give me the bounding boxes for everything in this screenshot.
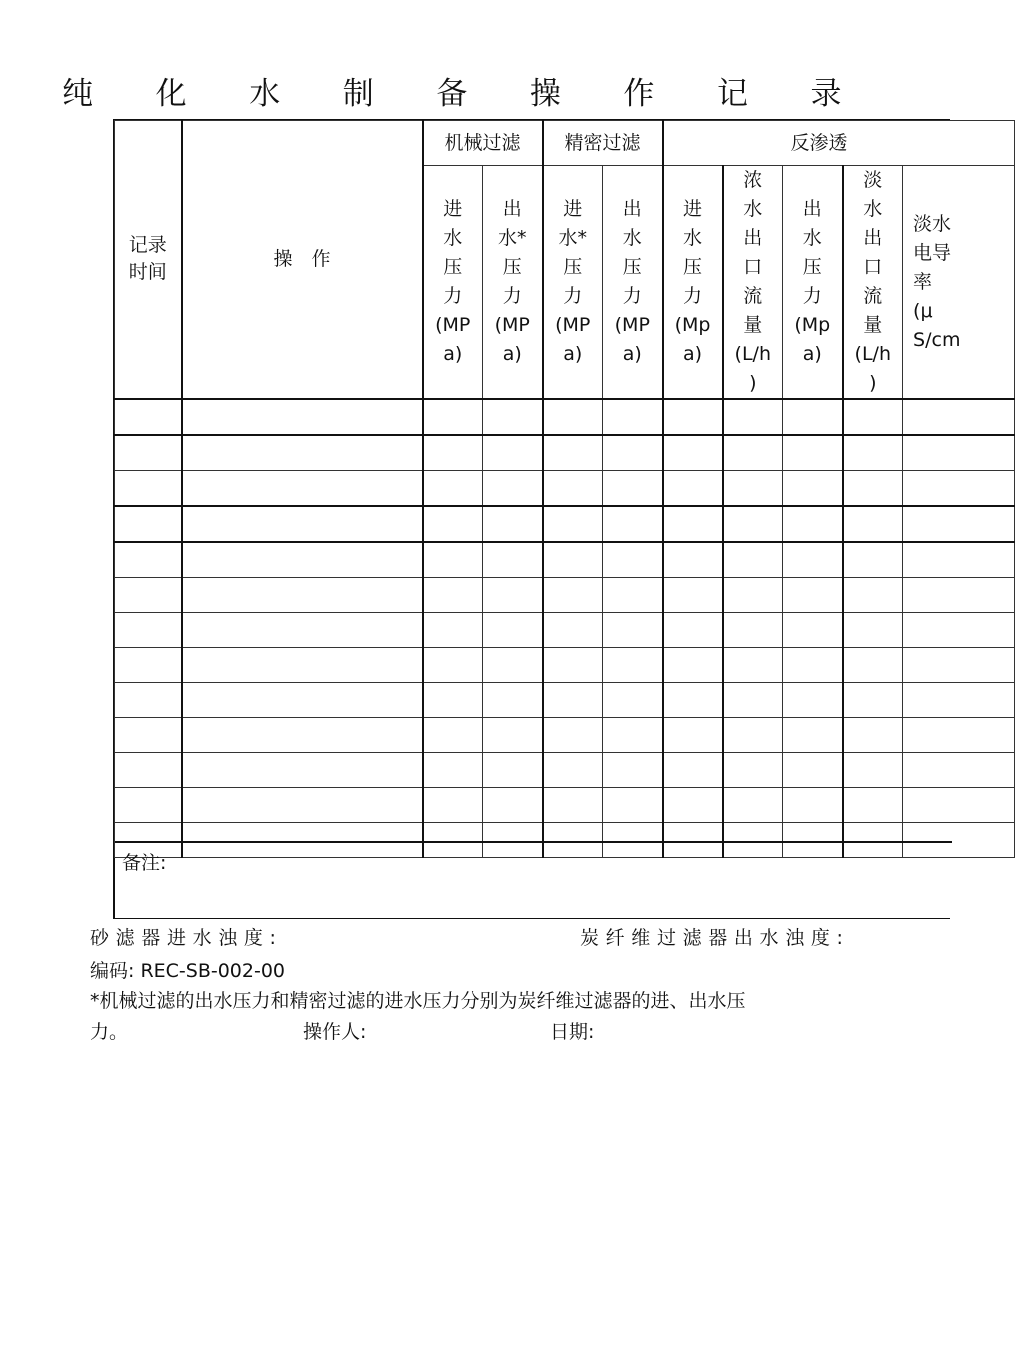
table-row	[115, 753, 1015, 788]
table-cell[interactable]	[543, 753, 603, 788]
table-cell[interactable]	[115, 578, 182, 613]
table-cell[interactable]	[423, 613, 483, 648]
table-cell[interactable]	[423, 788, 483, 823]
table-row	[115, 648, 1015, 683]
header-operation: 操 作	[182, 121, 423, 400]
table-cell[interactable]	[663, 471, 723, 507]
header-mechanical-filter: 机械过滤	[423, 121, 543, 166]
table-cell[interactable]	[182, 471, 423, 507]
table-cell[interactable]	[783, 788, 843, 823]
table-cell[interactable]	[783, 435, 843, 471]
table-cell[interactable]	[603, 613, 663, 648]
table-cell[interactable]	[483, 613, 543, 648]
table-cell[interactable]	[723, 542, 783, 578]
date-label: 日期:	[550, 1021, 595, 1043]
document-code: 编码: REC-SB-002-00	[90, 960, 286, 982]
table-cell[interactable]	[115, 683, 182, 718]
table-cell[interactable]	[603, 788, 663, 823]
table-cell[interactable]	[783, 399, 843, 435]
sub-header-5: 浓 水 出 口 流 量 (L/h )	[723, 166, 783, 400]
table-cell[interactable]	[182, 753, 423, 788]
table-cell[interactable]	[723, 683, 783, 718]
operator-label: 操作人:	[303, 1021, 367, 1043]
table-cell[interactable]	[483, 753, 543, 788]
table-cell[interactable]	[483, 718, 543, 753]
table-cell[interactable]	[115, 753, 182, 788]
record-table-frame	[113, 119, 961, 919]
sub-header-2: 进 水* 压 力 (MP a)	[543, 166, 603, 400]
table-cell[interactable]	[543, 683, 603, 718]
table-cell[interactable]	[543, 578, 603, 613]
header-precision-filter: 精密过滤	[543, 121, 663, 166]
table-row	[115, 788, 1015, 823]
table-cell[interactable]	[603, 753, 663, 788]
table-cell[interactable]	[663, 506, 723, 542]
page-title: 纯 化 水 制 备 操 作 记 录	[62, 76, 868, 112]
table-cell[interactable]	[115, 399, 182, 435]
table-cell[interactable]	[843, 435, 903, 471]
footnote-line-2: 力。	[90, 1021, 129, 1043]
table-cell[interactable]	[903, 542, 1015, 578]
table-cell[interactable]	[783, 648, 843, 683]
table-cell[interactable]	[843, 648, 903, 683]
table-cell[interactable]	[783, 718, 843, 753]
table-cell[interactable]	[543, 788, 603, 823]
table-cell[interactable]	[603, 399, 663, 435]
table-row	[115, 578, 1015, 613]
table-cell[interactable]	[903, 399, 1015, 435]
table-cell[interactable]	[603, 578, 663, 613]
table-cell[interactable]	[663, 788, 723, 823]
table-row	[115, 683, 1015, 718]
table-cell[interactable]	[723, 435, 783, 471]
table-cell[interactable]	[115, 435, 182, 471]
table-cell[interactable]	[843, 542, 903, 578]
table-cell[interactable]	[182, 648, 423, 683]
footnote-line-1: *机械过滤的出水压力和精密过滤的进水压力分别为炭纤维过滤器的进、出水压	[90, 990, 746, 1012]
table-cell[interactable]	[663, 718, 723, 753]
table-row	[115, 613, 1015, 648]
table-cell[interactable]	[903, 435, 1015, 471]
table-cell[interactable]	[182, 683, 423, 718]
record-table	[114, 120, 1015, 858]
table-cell[interactable]	[423, 578, 483, 613]
table-cell[interactable]	[903, 506, 1015, 542]
table-cell[interactable]	[483, 399, 543, 435]
table-cell[interactable]	[663, 578, 723, 613]
sand-filter-turbidity-label: 砂滤器进水浊度:	[90, 927, 283, 949]
table-cell[interactable]	[723, 399, 783, 435]
table-cell[interactable]	[603, 435, 663, 471]
table-cell[interactable]	[723, 578, 783, 613]
table-cell[interactable]	[663, 753, 723, 788]
table-cell[interactable]	[723, 753, 783, 788]
table-cell[interactable]	[663, 542, 723, 578]
sub-header-6: 出 水 压 力 (Mp a)	[783, 166, 843, 400]
table-cell[interactable]	[182, 613, 423, 648]
table-cell[interactable]	[483, 683, 543, 718]
table-cell[interactable]	[843, 753, 903, 788]
table-cell[interactable]	[603, 683, 663, 718]
table-cell[interactable]	[783, 683, 843, 718]
table-row	[115, 435, 1015, 471]
table-cell[interactable]	[423, 648, 483, 683]
table-cell[interactable]	[483, 648, 543, 683]
table-cell[interactable]	[723, 788, 783, 823]
table-cell[interactable]	[423, 399, 483, 435]
table-cell[interactable]	[783, 578, 843, 613]
table-cell[interactable]	[182, 399, 423, 435]
sub-header-8: 淡水 电导 率 (μ S/cm	[903, 166, 1015, 400]
table-cell[interactable]	[115, 613, 182, 648]
sub-header-3: 出 水 压 力 (MP a)	[603, 166, 663, 400]
table-cell[interactable]	[783, 506, 843, 542]
table-cell[interactable]	[843, 683, 903, 718]
table-cell[interactable]	[182, 578, 423, 613]
table-cell[interactable]	[723, 648, 783, 683]
table-cell[interactable]	[843, 718, 903, 753]
table-cell[interactable]	[543, 613, 603, 648]
table-cell[interactable]	[483, 506, 543, 542]
table-cell[interactable]	[783, 753, 843, 788]
table-cell[interactable]	[115, 648, 182, 683]
table-cell[interactable]	[903, 648, 1015, 683]
table-cell[interactable]	[783, 471, 843, 507]
table-cell[interactable]	[843, 788, 903, 823]
table-row	[115, 471, 1015, 507]
table-cell[interactable]	[543, 542, 603, 578]
table-cell[interactable]	[843, 399, 903, 435]
table-cell[interactable]	[903, 788, 1015, 823]
table-cell[interactable]	[903, 471, 1015, 507]
table-cell[interactable]	[423, 435, 483, 471]
table-cell[interactable]	[783, 542, 843, 578]
table-cell[interactable]	[423, 506, 483, 542]
table-cell[interactable]	[423, 542, 483, 578]
sub-header-1: 出 水* 压 力 (MP a)	[483, 166, 543, 400]
carbon-filter-turbidity-label: 炭纤维过滤器出水浊度:	[580, 927, 850, 949]
header-record-time: 记录 时间	[115, 121, 182, 400]
table-cell[interactable]	[723, 506, 783, 542]
sub-header-7: 淡 水 出 口 流 量 (L/h )	[843, 166, 903, 400]
table-row	[115, 506, 1015, 542]
table-cell[interactable]	[543, 399, 603, 435]
table-cell[interactable]	[903, 753, 1015, 788]
table-cell[interactable]	[603, 542, 663, 578]
table-cell[interactable]	[723, 718, 783, 753]
remark-area[interactable]	[115, 841, 952, 921]
table-cell[interactable]	[663, 399, 723, 435]
sub-header-4: 进 水 压 力 (Mp a)	[663, 166, 723, 400]
sub-header-0: 进 水 压 力 (MP a)	[423, 166, 483, 400]
table-cell[interactable]	[663, 613, 723, 648]
table-cell[interactable]	[115, 471, 182, 507]
table-cell[interactable]	[663, 435, 723, 471]
table-cell[interactable]	[903, 683, 1015, 718]
remark-label: 备注:	[122, 852, 167, 874]
table-cell[interactable]	[663, 683, 723, 718]
table-cell[interactable]	[483, 788, 543, 823]
table-cell[interactable]	[182, 435, 423, 471]
table-cell[interactable]	[423, 683, 483, 718]
table-cell[interactable]	[903, 578, 1015, 613]
table-cell[interactable]	[543, 506, 603, 542]
table-cell[interactable]	[182, 788, 423, 823]
table-cell[interactable]	[483, 435, 543, 471]
table-cell[interactable]	[723, 613, 783, 648]
table-row	[115, 399, 1015, 435]
table-cell[interactable]	[423, 753, 483, 788]
table-cell[interactable]	[115, 542, 182, 578]
table-cell[interactable]	[483, 578, 543, 613]
table-cell[interactable]	[543, 435, 603, 471]
table-cell[interactable]	[423, 718, 483, 753]
table-cell[interactable]	[543, 718, 603, 753]
table-cell[interactable]	[182, 506, 423, 542]
table-cell[interactable]	[903, 613, 1015, 648]
table-cell[interactable]	[603, 506, 663, 542]
table-cell[interactable]	[783, 613, 843, 648]
table-cell[interactable]	[843, 506, 903, 542]
table-cell[interactable]	[543, 648, 603, 683]
table-cell[interactable]	[603, 648, 663, 683]
table-cell[interactable]	[843, 578, 903, 613]
table-cell[interactable]	[115, 788, 182, 823]
table-cell[interactable]	[115, 718, 182, 753]
table-cell[interactable]	[115, 506, 182, 542]
table-cell[interactable]	[723, 471, 783, 507]
table-cell[interactable]	[663, 648, 723, 683]
table-cell[interactable]	[483, 542, 543, 578]
table-row	[115, 542, 1015, 578]
table-cell[interactable]	[423, 471, 483, 507]
table-cell[interactable]	[843, 471, 903, 507]
table-cell[interactable]	[843, 613, 903, 648]
table-cell[interactable]	[182, 718, 423, 753]
table-cell[interactable]	[603, 471, 663, 507]
table-cell[interactable]	[903, 718, 1015, 753]
header-reverse-osmosis: 反渗透	[663, 121, 1015, 166]
table-cell[interactable]	[182, 542, 423, 578]
table-cell[interactable]	[483, 471, 543, 507]
table-cell[interactable]	[543, 471, 603, 507]
table-cell[interactable]	[603, 718, 663, 753]
table-row	[115, 718, 1015, 753]
